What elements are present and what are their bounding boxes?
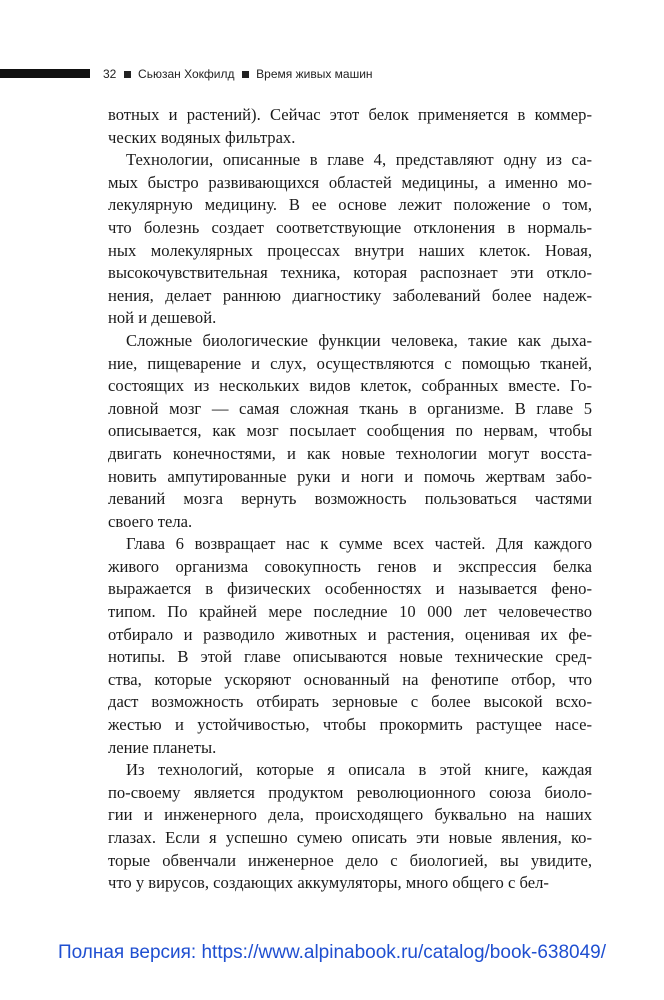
text-line: нения, делает раннюю диагностику заболеваний более надеж-: [108, 285, 592, 305]
running-header: [0, 64, 664, 84]
text-line: ловной мозг — самая сложная ткань в организме. В главе 5: [108, 398, 592, 418]
text-line: вотных и растений). Сейчас этот белок применяется в коммер-: [108, 105, 592, 124]
full-version-link[interactable]: Полная версия: https://www.alpinabook.ru/catalog/book-638049/: [57, 942, 607, 963]
text-line: живого организма совокупность генов и экспрессия белка: [108, 556, 592, 576]
body-text: [108, 104, 592, 895]
square-separator-icon: [124, 71, 131, 78]
text-line: ства, которые ускоряют основанный на фенотипе отбор, что: [108, 669, 592, 689]
text-line: глазах. Если я успешно сумею описать эти новые явления, ко-: [108, 828, 592, 847]
text-line: высокочувствительная техника, которая распознает эти откло-: [108, 263, 592, 283]
text-line: ческих водяных фильтрах.: [108, 127, 296, 147]
text-line: лекулярную медицину. В ее основе лежит положение о том,: [108, 195, 592, 215]
text-line: Технологии, описанные в главе 4, представляют одну из са-: [126, 150, 592, 170]
text-line: отбирало и разводило животных и растения, оценивая их фе-: [108, 624, 592, 644]
text-line: ных молекулярных процессах внутри наших клеток. Новая,: [108, 240, 592, 260]
text-line: Из технологий, которые я описала в этой книге, каждая: [126, 760, 592, 780]
text-line: даст возможность отбирать зерновые с более высокой всхо-: [108, 692, 592, 712]
text-line: по-своему является продуктом революционного союза биоло-: [108, 782, 592, 802]
paragraph: [108, 330, 592, 533]
header-book-title: Время живых машин: [256, 67, 373, 81]
text-line: нотипы. В этой главе описываются новые технические сред-: [108, 647, 592, 667]
text-line: Сложные биологические функции человека, такие как дыха-: [126, 330, 592, 350]
text-line: ление планеты.: [108, 737, 217, 757]
header-text: [103, 66, 373, 82]
text-line: ной и дешевой.: [108, 308, 217, 328]
text-line: выражается в физических особенностях и называется фено-: [108, 579, 592, 599]
paragraph: [108, 104, 592, 149]
text-line: что у вирусов, создающих аккумуляторы, много общего с бел-: [108, 873, 549, 893]
paragraph: [108, 759, 592, 895]
text-line: жестью и устойчивостью, чтобы прокормить растущее насе-: [108, 715, 592, 735]
text-line: леваний мозга вернуть возможность пользоваться частями: [108, 489, 592, 509]
text-line: Глава 6 возвращает нас к сумме всех частей. Для каждого: [126, 534, 592, 554]
text-line: гии и инженерного дела, происходящего буквально на наших: [108, 805, 592, 825]
text-line: двигать конечностями, и как новые технологии могут восста-: [108, 443, 592, 463]
paragraph: [108, 533, 592, 759]
text-line: описывается, как мозг посылает сообщения по нервам, чтобы: [108, 421, 592, 441]
text-line: ние, пищеварение и слух, осуществляются с помощью тканей,: [108, 353, 592, 373]
text-line: своего тела.: [108, 511, 193, 531]
paragraph: [108, 149, 592, 330]
text-line: типом. По крайней мере последние 10 000 лет человечество: [108, 602, 592, 622]
square-separator-icon: [242, 71, 249, 78]
header-decorative-bar: [0, 69, 90, 78]
text-line: состоящих из нескольких видов клеток, собранных вместе. Го-: [108, 376, 592, 396]
text-line: мых быстро развивающихся областей медицины, а именно мо-: [108, 172, 592, 192]
text-line: что болезнь создает соответствующие отклонения в нормаль-: [108, 217, 592, 237]
header-author: Сьюзан Хокфилд: [138, 67, 235, 81]
text-line: торые обвенчали инженерное дело с биологией, вы увидите,: [108, 850, 592, 870]
text-line: новить ампутированные руки и ноги и помочь жертвам забо-: [108, 466, 592, 486]
page-number: 32: [103, 67, 117, 81]
